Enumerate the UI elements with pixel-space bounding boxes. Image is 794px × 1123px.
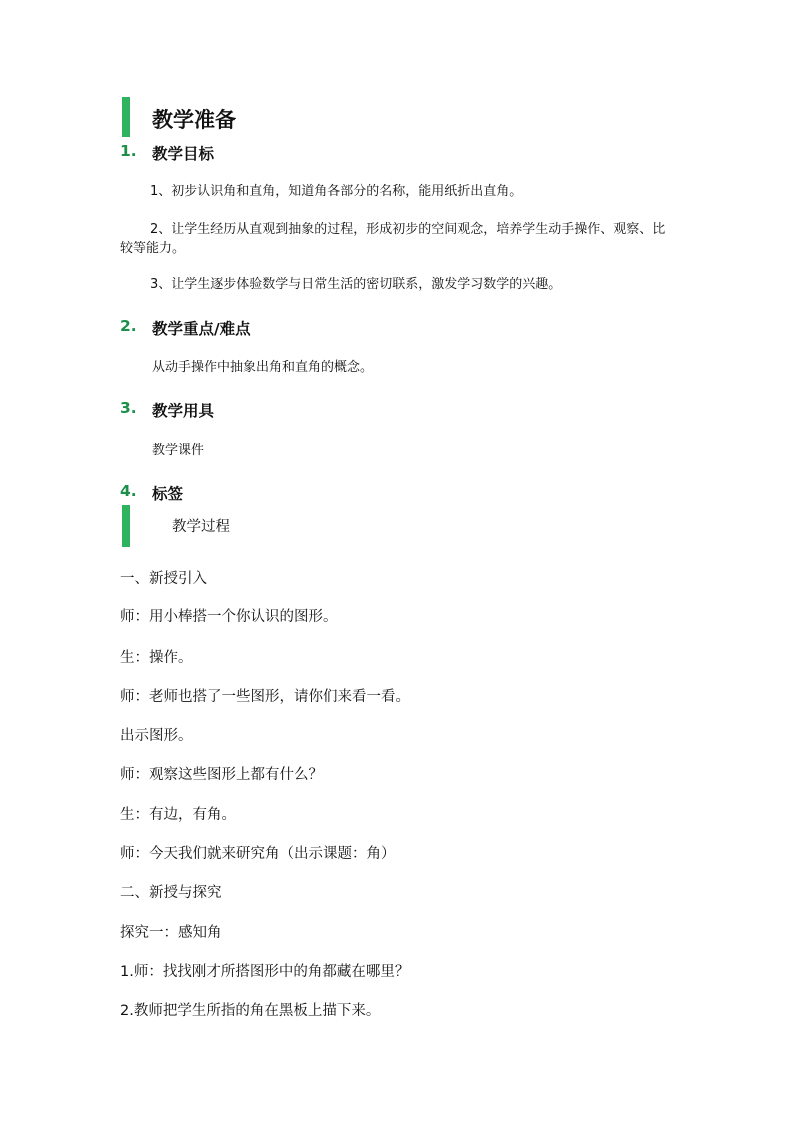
process-line-6: 师：观察这些图形上都有什么？ xyxy=(120,767,323,783)
process-line-2: 师：用小棒搭一个你认识的图形。 xyxy=(120,609,338,625)
process-line-9: 二、新授与探究 xyxy=(120,885,222,901)
paragraph-tools: 教学课件 xyxy=(152,443,205,458)
section-title-3: 教学用具 xyxy=(152,402,215,420)
paragraph-keypoint: 从动手操作中抽象出角和直角的概念。 xyxy=(152,360,374,375)
process-accent-bar xyxy=(122,505,130,547)
title-accent-bar xyxy=(122,97,130,137)
process-line-5: 出示图形。 xyxy=(120,728,193,744)
section-title-4: 标签 xyxy=(152,485,184,503)
process-line-10: 探究一：感知角 xyxy=(120,925,222,941)
section-number-3: 3. xyxy=(120,399,137,417)
process-line-11: 1.师：找找刚才所搭图形中的角都藏在哪里？ xyxy=(120,964,410,980)
paragraph-goal-2: 2、让学生经历从直观到抽象的过程，形成初步的空间观念，培养学生动手操作、观察、比较等能力。 xyxy=(120,222,666,256)
section-number-1: 1. xyxy=(120,142,137,160)
process-title: 教学过程 xyxy=(172,519,230,535)
page-title: 教学准备 xyxy=(152,108,236,132)
process-line-1: 一、新授引入 xyxy=(120,571,207,587)
section-title-2: 教学重点/难点 xyxy=(152,320,251,338)
section-title-1: 教学目标 xyxy=(152,145,215,163)
process-line-4: 师：老师也搭了一些图形，请你们来看一看。 xyxy=(120,689,410,705)
process-line-12: 2.教师把学生所指的角在黑板上描下来。 xyxy=(120,1003,381,1019)
section-number-2: 2. xyxy=(120,317,137,335)
paragraph-goal-3: 3、让学生逐步体验数学与日常生活的密切联系，激发学习数学的兴趣。 xyxy=(150,277,562,292)
process-line-8: 师：今天我们就来研究角（出示课题：角） xyxy=(120,846,396,862)
process-line-3: 生：操作。 xyxy=(120,650,193,666)
paragraph-goal-1: 1、初步认识角和直角，知道角各部分的名称，能用纸折出直角。 xyxy=(150,184,523,199)
section-number-4: 4. xyxy=(120,482,137,500)
process-line-7: 生：有边，有角。 xyxy=(120,807,236,823)
